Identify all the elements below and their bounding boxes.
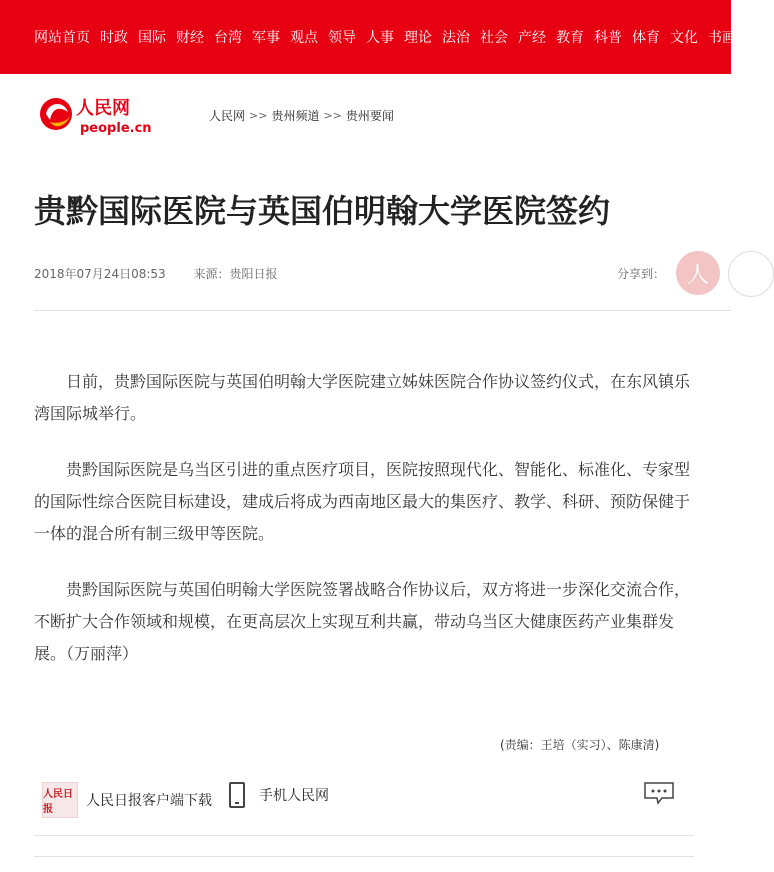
top-nav-item[interactable]: 人事 xyxy=(366,30,394,46)
logo-chinese-name: 人民网 xyxy=(76,98,130,119)
article-paragraph: 日前，贵黔国际医院与英国伯明翰大学医院建立姊妹医院合作协议签约仪式，在东风镇乐湾国际城举行。 xyxy=(34,372,691,423)
top-nav-item[interactable]: 产经 xyxy=(518,30,546,46)
article-meta xyxy=(34,265,278,282)
top-nav-item[interactable]: 教育 xyxy=(556,30,584,46)
people-logo-icon xyxy=(36,92,156,140)
mobile-phone-icon xyxy=(229,782,245,808)
article-paragraph: 贵黔国际医院与英国伯明翰大学医院签署战略合作协议后，双方将进一步深化交流合作，不断扩大合作领域和规模，在更高层次上实现互利共赢，带动乌当区大健康医药产业集群发展。（万丽萍） xyxy=(34,580,691,663)
meta-divider xyxy=(34,310,731,311)
article-body xyxy=(34,366,694,694)
bottom-divider xyxy=(34,856,694,857)
top-nav-item[interactable]: 体育 xyxy=(632,30,660,46)
top-nav-bar xyxy=(0,0,736,74)
top-nav-item[interactable]: 网站首页 xyxy=(34,30,90,46)
top-nav-item[interactable]: 科普 xyxy=(594,30,622,46)
mobile-site-label: 手机人民网 xyxy=(259,788,329,804)
article-source: 来源：贵阳日报 xyxy=(193,267,278,281)
breadcrumb-guizhou-channel[interactable]: 贵州频道 xyxy=(271,109,320,123)
top-nav-item[interactable]: 时政 xyxy=(100,30,128,46)
top-nav-item[interactable]: 书画 xyxy=(708,30,736,46)
top-nav-item[interactable]: 领导 xyxy=(328,30,356,46)
app-download-label: 人民日报客户端下载 xyxy=(86,793,212,809)
footer-divider xyxy=(34,835,694,836)
breadcrumb-separator: >> xyxy=(249,109,268,122)
top-nav-item[interactable]: 台湾 xyxy=(214,30,242,46)
article-editor: (责编：王培（实习）、陈康清) xyxy=(500,738,660,752)
top-nav-item[interactable]: 理论 xyxy=(404,30,432,46)
top-nav-item[interactable]: 财经 xyxy=(176,30,204,46)
breadcrumb-separator: >> xyxy=(323,109,342,122)
breadcrumb-guizhou-news[interactable]: 贵州要闻 xyxy=(345,109,394,123)
people-logo[interactable] xyxy=(36,92,156,140)
article-datetime: 2018年07月24日08:53 xyxy=(34,267,166,281)
top-nav-item[interactable]: 军事 xyxy=(252,30,280,46)
article-paragraph: 贵黔国际医院是乌当区引进的重点医疗项目，医院按照现代化、智能化、标准化、专家型的国际性综合医院目标建设，建成后将成为西南地区最大的集医疗、教学、科研、预防保健于一体的混合所有制三级甲等医院。 xyxy=(34,460,691,543)
mobile-site-link[interactable] xyxy=(229,782,329,808)
top-nav-item[interactable]: 国际 xyxy=(138,30,166,46)
logo-domain: people.cn xyxy=(80,121,152,136)
share-more-icon[interactable] xyxy=(728,251,774,297)
people-daily-app-icon: 人民日报 xyxy=(42,782,78,818)
top-nav-item[interactable]: 文化 xyxy=(670,30,698,46)
breadcrumb-people[interactable]: 人民网 xyxy=(209,109,246,123)
top-nav-item[interactable]: 社会 xyxy=(480,30,508,46)
share-people-icon[interactable]: 人 xyxy=(676,251,720,295)
top-nav xyxy=(34,0,746,74)
article-title: 贵黔国际医院与英国伯明翰大学医院签约 xyxy=(34,192,611,230)
breadcrumb xyxy=(209,107,394,124)
comment-icon[interactable] xyxy=(644,782,674,804)
top-nav-item[interactable]: 观点 xyxy=(290,30,318,46)
share-label: 分享到： xyxy=(617,267,666,281)
top-nav-item[interactable]: 法治 xyxy=(442,30,470,46)
app-download-link[interactable] xyxy=(42,782,212,818)
